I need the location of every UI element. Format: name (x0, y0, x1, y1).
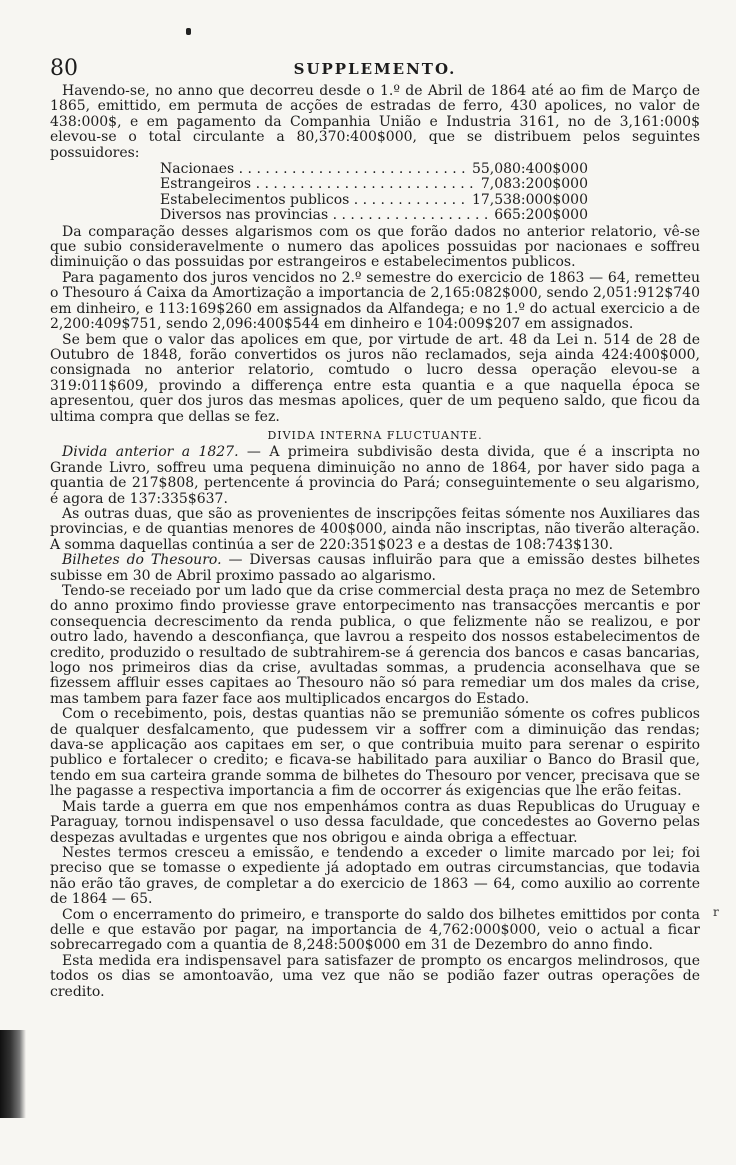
paragraph-5 (50, 445, 700, 507)
paragraph-11: Nestes termos cresceu a emissão, e tendendo a exceder o limite marcado por lei; foi preciso que se tomasse o expediente já adoptado em outras circumstancias, que todavia não erão tão graves, de completar a do exercicio de 1863 — 64, como auxilio ao corrente de 1864 — 65. (50, 844, 700, 908)
holder-value: 7,083:200$000 (480, 176, 588, 193)
holder-label: Diversos nas provincias . . . (160, 208, 488, 223)
paragraph-2: Da comparação desses algarismos com os que forão dados no anterior relatorio, vê-se que subio consideravelmente o numero das apolices possuidas por nacionaes e soffreu diminuição o das possuidas por estrangeiros e estabelecimentos publicos. (50, 223, 700, 271)
binding-shadow (0, 1030, 26, 1118)
page-header (50, 48, 700, 80)
holders-table (160, 162, 588, 224)
page-number: 80 (50, 56, 78, 81)
paragraph-10: Mais tarde a guerra em que nos empenhámos contra as duas Republicas do Uruguay e Paraguay, tornou indispensavel o uso dessa faculdade, que concedestes ao Governo pelas despezas avultadas e urgentes que nos obrigou e ainda obriga a effectuar. (50, 798, 700, 846)
paragraph-8: Tendo-se receiado por um lado que da crise commercial desta praça no mez de Setembro do anno proximo findo proviesse grave entorpecimento nas transacções mercantis e por consequencia decrescimento da renda publica, o que felizmente não se realizou, e por outro lado, havendo a desconfiança, que lavrou a respeito dos nossos estabelecimentos de credito, produzido o resultado de subtrahirem-se á gerencia dos bancos e casas bancarias, logo nos primeiros dias da crise, avultadas sommas, a prudencia aconselhava que se fizessem affluir esses capitaes ao Thesouro não só para remediar um dos males da crise, mas tambem para fazer face aos multiplicados encargos do Estado. (50, 583, 700, 707)
paragraph-7-body: — Diversas causas influirão para que a emissão destes bilhetes subisse em 30 de Abril proximo passado ao algarismo. (50, 552, 700, 584)
paragraph-5-body: — A primeira subdivisão desta divida, que é a inscripta no Grande Livro, soffreu uma pequena diminuição no anno de 1864, por haver sido paga a quantia de 217$808, pertencente á provincia do Pará; conseguintemente o seu algarismo, é agora de 137:335$637. (50, 444, 700, 507)
paragraph-7-lead: Bilhetes do Thesouro. (62, 552, 222, 569)
paragraph-12: Com o encerramento do primeiro, e transporte do saldo dos bilhetes emittidos por conta delle e que estavão por pagar, na importancia de 4,762:000$000, veio o actual a ficar sobrecarregado com a quantia de 8,248:500$000 em 31 de Dezembro do anno findo. (50, 906, 700, 954)
holder-label: Nacionaes . . . (160, 162, 466, 177)
holder-value: 665:200$000 (494, 207, 588, 224)
body-text (50, 84, 700, 1000)
paragraph-7 (50, 553, 700, 584)
margin-mark: r (713, 905, 719, 919)
holder-value: 17,538:000$000 (471, 191, 588, 208)
section-heading: DIVIDA INTERNA FLUCTUANTE. (267, 428, 483, 442)
paragraph-3: Para pagamento dos juros vencidos no 2.º semestre do exercicio de 1863 — 64, remetteu o Thesouro á Caixa da Amortização a importancia de 2,165:082$000, sendo 2,051:912$740 em dinheiro, e 113:169$260 em assignados da Alfandega; e no 1.º do actual exercicio a de 2,200:409$751, sendo 2,096:400$544 em dinheiro e 104:009$207 em assignados. (50, 269, 700, 333)
holder-value: 55,080:400$000 (471, 161, 588, 178)
holders-row (160, 162, 588, 177)
holder-label: Estrangeiros . . . (160, 177, 475, 192)
ink-dot (186, 28, 191, 35)
paragraph-5-lead: Divida anterior a 1827. (62, 444, 239, 461)
holders-row (160, 193, 588, 208)
running-title: SUPPLEMENTO. (293, 60, 457, 78)
paragraph-9: Com o recebimento, pois, destas quantias não se premunião sómente os cofres publicos de qualquer desfalcamento, que pudessem vir a soffrer com a diminuição das rendas; dava-se applicação aos capitaes em ser, o que contribuia muito para serenar o espirito publico e fortalecer o credito; e ficava-se habilitado para auxiliar o Banco do Brasil que, tendo em sua carteira grande somma de bilhetes do Thesouro por vencer, precisava que se lhe pagasse a respectiva importancia a fim de occorrer ás exigencias que lhe erão feitas. (50, 706, 700, 800)
paragraph-13: Esta medida era indispensavel para satisfazer de prompto os encargos melindrosos, que todos os dias se amontoavão, uma vez que não se podião fazer outras operações de credito. (50, 952, 700, 1000)
holders-row (160, 177, 588, 192)
paragraph-4: Se bem que o valor das apolices em que, por virtude de art. 48 da Lei n. 514 de 28 de Outubro de 1848, forão convertidos os juros não reclamados, seja ainda 424:400$000, consignada no anterior relatorio, comtudo o lucro dessa operação elevou-se a 319:011$609, provindo a differença entre esta quantia e a que naquella época se apresentou, quer dos juros das mesmas apolices, quer de um pequeno saldo, que ficou da ultima compra que dellas se fez. (50, 331, 700, 425)
paragraph-6: As outras duas, que são as provenientes de inscripções feitas sómente nos Auxiliares das provincias, e de quantias menores de 400$000, ainda não inscriptas, não tiverão alteração. A somma daquellas continúa a ser de 220:351$023 e a destas de 108:743$130. (50, 505, 700, 553)
holders-row (160, 208, 588, 223)
paragraph-1: Havendo-se, no anno que decorreu desde o 1.º de Abril de 1864 até ao fim de Março de 1865, emittido, em permuta de acções de estradas de ferro, 430 apolices, no valor de 438:000$, e em pagamento da Companhia União e Industria 3161, no de 3,161:000$ elevou-se o total circulante a 80,370:400$000, que se distribuem pelos seguintes possuidores: (50, 83, 700, 161)
holder-label: Estabelecimentos publicos . . . (160, 193, 466, 208)
